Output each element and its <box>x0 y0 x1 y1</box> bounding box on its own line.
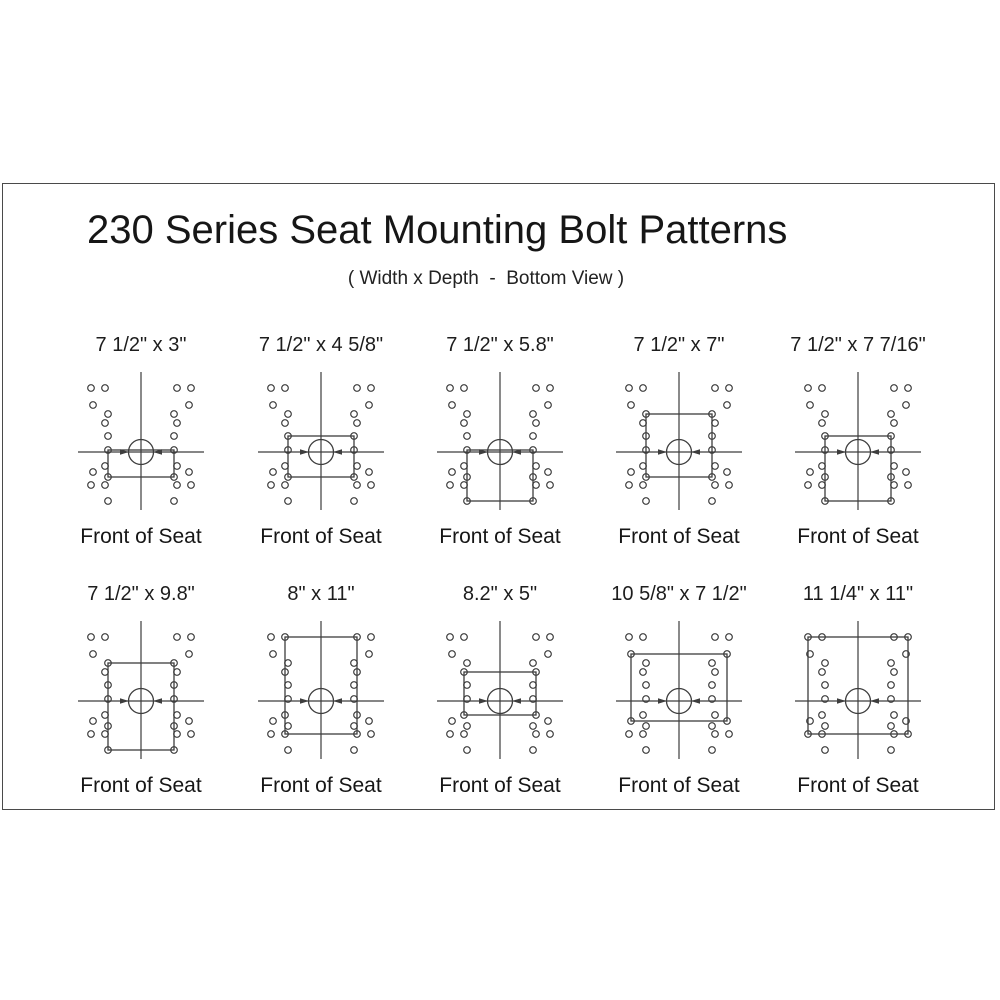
bolt-pattern-drawing <box>410 360 590 524</box>
bolt-pattern-cell <box>589 579 769 798</box>
front-of-seat-label: Front of Seat <box>797 525 919 548</box>
front-of-seat-label: Front of Seat <box>80 774 202 797</box>
pattern-size-label: 10 5/8" x 7 1/2" <box>611 583 747 605</box>
bolt-pattern-cell <box>589 330 769 549</box>
bolt-pattern-diagram <box>51 360 231 524</box>
pattern-size-label: 7 1/2" x 3" <box>95 334 187 356</box>
pattern-size-label: 7 1/2" x 9.8" <box>87 583 195 605</box>
bolt-pattern-cell <box>410 579 590 798</box>
bolt-pattern-diagram <box>410 609 590 773</box>
bolt-pattern-drawing <box>231 609 411 773</box>
bolt-pattern-cell <box>768 330 948 549</box>
pattern-size-label: 11 1/4" x 11" <box>802 583 914 605</box>
crosshair-lines <box>78 621 204 759</box>
bolt-pattern-drawing <box>231 360 411 524</box>
crosshair-lines <box>795 372 921 510</box>
front-of-seat-label: Front of Seat <box>260 774 382 797</box>
bolt-pattern-cell <box>410 330 590 549</box>
crosshair-lines <box>437 372 563 510</box>
crosshair-lines <box>258 372 384 510</box>
bolt-pattern-cell <box>768 579 948 798</box>
front-of-seat-label: Front of Seat <box>439 525 561 548</box>
pattern-size-label: 7 1/2" x 5.8" <box>446 334 554 356</box>
bolt-pattern-diagram <box>51 609 231 773</box>
bolt-pattern-drawing <box>768 360 948 524</box>
bolt-pattern-drawing <box>410 609 590 773</box>
bolt-pattern-diagram <box>231 609 411 773</box>
bolt-pattern-diagram <box>768 609 948 773</box>
bolt-pattern-drawing <box>768 609 948 773</box>
crosshair-lines <box>616 621 742 759</box>
pattern-size-label: 7 1/2" x 7 7/16" <box>790 334 926 356</box>
pattern-size-label: 7 1/2" x 4 5/8" <box>258 334 384 356</box>
crosshair-lines <box>795 621 921 759</box>
bolt-pattern-diagram <box>231 360 411 524</box>
pattern-size-label: 8" x 11" <box>287 583 355 605</box>
front-of-seat-label: Front of Seat <box>260 525 382 548</box>
bolt-pattern-cell <box>231 330 411 549</box>
bolt-pattern-drawing <box>589 360 769 524</box>
front-of-seat-label: Front of Seat <box>618 525 740 548</box>
crosshair-lines <box>258 621 384 759</box>
pattern-size-label: 8.2" x 5" <box>462 583 538 605</box>
crosshair-lines <box>437 621 563 759</box>
front-of-seat-label: Front of Seat <box>439 774 561 797</box>
bolt-pattern-drawing <box>51 609 231 773</box>
bolt-pattern-diagram <box>589 360 769 524</box>
front-of-seat-label: Front of Seat <box>797 774 919 797</box>
pattern-size-label: 7 1/2" x 7" <box>633 334 725 356</box>
bolt-pattern-diagram <box>589 609 769 773</box>
bolt-pattern-diagram <box>410 360 590 524</box>
crosshair-lines <box>616 372 742 510</box>
bolt-pattern-cell <box>51 579 231 798</box>
crosshair-lines <box>78 372 204 510</box>
bolt-pattern-cell <box>51 330 231 549</box>
bolt-pattern-drawing <box>589 609 769 773</box>
bolt-pattern-diagram <box>768 360 948 524</box>
bolt-pattern-cell <box>231 579 411 798</box>
front-of-seat-label: Front of Seat <box>80 525 202 548</box>
page-title: 230 Series Seat Mounting Bolt Patterns <box>87 208 788 252</box>
bolt-pattern-drawing <box>51 360 231 524</box>
front-of-seat-label: Front of Seat <box>618 774 740 797</box>
page-subtitle: ( Width x Depth - Bottom View ) <box>347 268 625 289</box>
